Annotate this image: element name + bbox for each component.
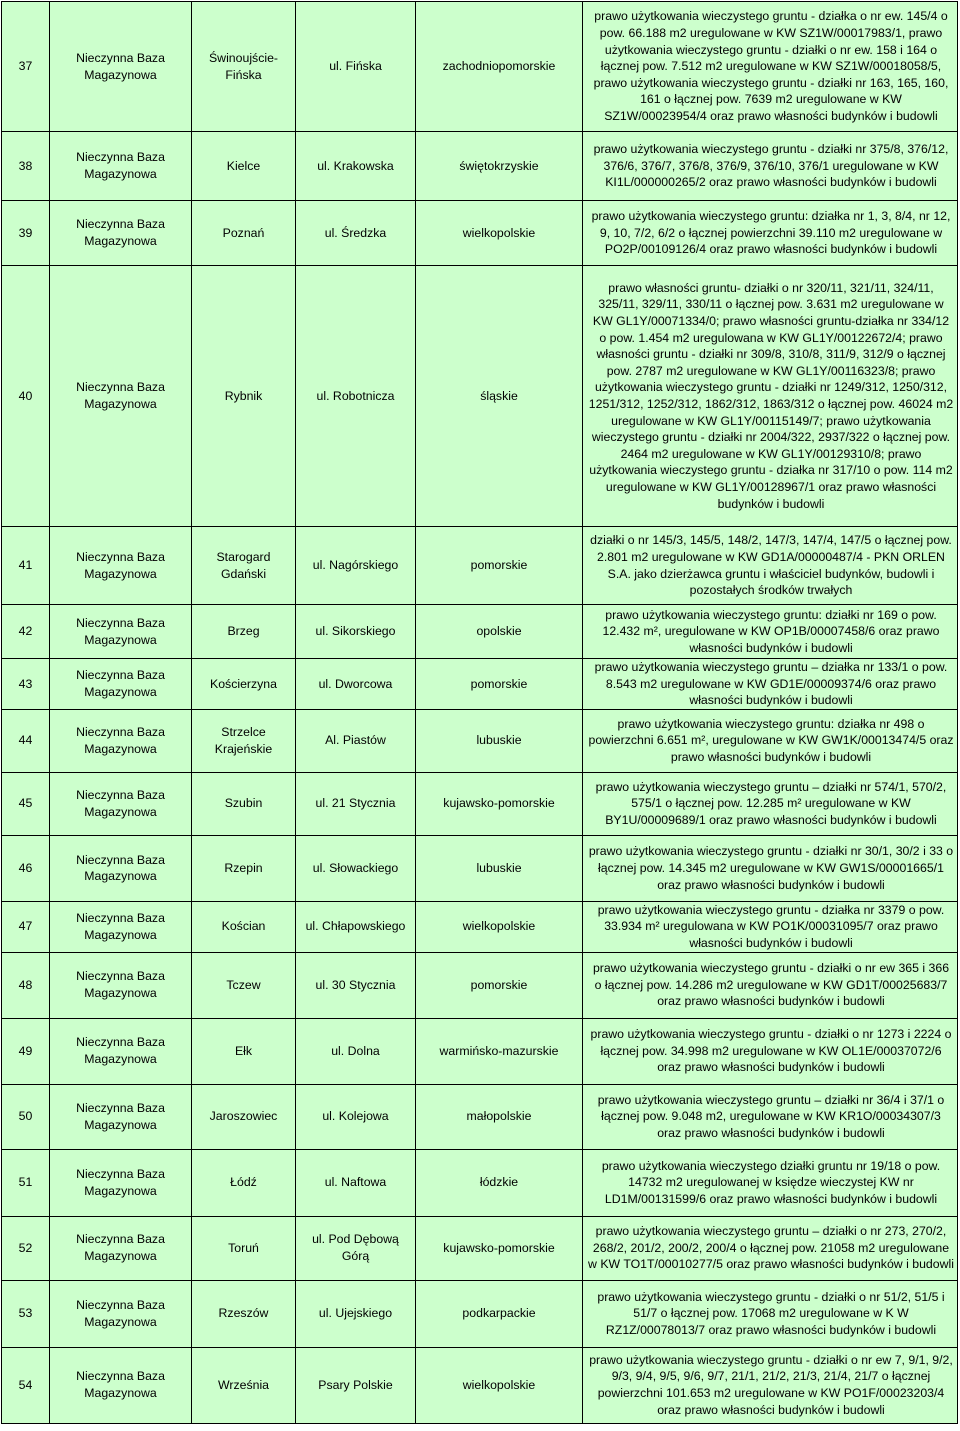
- voivodeship-cell: wielkopolskie: [416, 201, 583, 266]
- property-type-line-1: Nieczynna Baza: [76, 217, 165, 232]
- property-type-line-1: Nieczynna Baza: [76, 1035, 165, 1050]
- property-type-cell: [50, 659, 192, 710]
- row-number-cell: 41: [2, 527, 50, 605]
- property-type-cell: [50, 1216, 192, 1280]
- legal-description-cell: prawo użytkowania wieczystego gruntu - działki o nr ew 365 i 366 o łącznej pow. 14.286 m2 uregulowane w KW GD1T/00025683/7 oraz prawo własności budynków i budowli: [583, 952, 958, 1018]
- property-type-cell: [50, 952, 192, 1018]
- voivodeship-cell: wielkopolskie: [416, 1347, 583, 1423]
- voivodeship-cell: lubuskie: [416, 835, 583, 901]
- property-type-line-2: Magazynowa: [84, 1183, 157, 1198]
- legal-description-cell: prawo użytkowania wieczystego gruntu – działki nr 574/1, 570/2, 575/1 o łącznej pow. 12.285 m² uregulowane w KW BY1U/00009689/1 oraz prawo własności budynków i budowli: [583, 772, 958, 835]
- property-type-cell: [50, 527, 192, 605]
- row-number-cell: 47: [2, 901, 50, 952]
- table-row: [2, 709, 958, 772]
- voivodeship-cell: warmińsko-mazurskie: [416, 1018, 583, 1084]
- table-row: [2, 952, 958, 1018]
- property-type-cell: [50, 835, 192, 901]
- city-cell: Szubin: [192, 772, 296, 835]
- property-type-line-2: Magazynowa: [84, 986, 157, 1001]
- city-cell: Poznań: [192, 201, 296, 266]
- row-number-cell: 49: [2, 1018, 50, 1084]
- city-cell: Jaroszowiec: [192, 1084, 296, 1149]
- voivodeship-cell: pomorskie: [416, 952, 583, 1018]
- voivodeship-cell: małopolskie: [416, 1084, 583, 1149]
- street-cell: ul. Pod Dębową Górą: [296, 1216, 416, 1280]
- property-type-line-2: Magazynowa: [84, 167, 157, 181]
- city-cell: Świnoujście-Fińska: [192, 2, 296, 132]
- property-table: [1, 1, 958, 1424]
- city-cell: Kościan: [192, 901, 296, 952]
- voivodeship-cell: kujawsko-pomorskie: [416, 772, 583, 835]
- street-cell: ul. Krakowska: [296, 132, 416, 201]
- legal-description-cell: prawo użytkowania wieczystego gruntu: działki nr 169 o pow. 12.432 m², uregulowane w KW OP1B/00007458/6 oraz prawo własności budynków i budowli: [583, 605, 958, 659]
- street-cell: ul. Dolna: [296, 1018, 416, 1084]
- row-number-cell: 44: [2, 709, 50, 772]
- row-number-cell: 43: [2, 659, 50, 710]
- street-cell: ul. Ujejskiego: [296, 1280, 416, 1347]
- row-number-cell: 54: [2, 1347, 50, 1423]
- voivodeship-cell: śląskie: [416, 266, 583, 527]
- row-number-cell: 48: [2, 952, 50, 1018]
- street-cell: ul. Kolejowa: [296, 1084, 416, 1149]
- table-row: [2, 1018, 958, 1084]
- row-number-cell: 39: [2, 201, 50, 266]
- city-cell: Września: [192, 1347, 296, 1423]
- voivodeship-cell: pomorskie: [416, 527, 583, 605]
- property-type-cell: [50, 1149, 192, 1216]
- table-row: [2, 659, 958, 710]
- property-type-line-2: Magazynowa: [84, 1314, 157, 1329]
- property-type-line-2: Magazynowa: [84, 741, 157, 756]
- table-row: [2, 1084, 958, 1149]
- property-type-cell: [50, 201, 192, 266]
- voivodeship-cell: zachodniopomorskie: [416, 2, 583, 132]
- street-cell: ul. Średzka: [296, 201, 416, 266]
- property-type-line-1: Nieczynna Baza: [76, 549, 165, 564]
- property-type-line-2: Magazynowa: [84, 632, 157, 647]
- property-type-line-1: Nieczynna Baza: [76, 911, 165, 926]
- property-type-line-2: Magazynowa: [84, 566, 157, 581]
- property-type-cell: [50, 1280, 192, 1347]
- property-type-cell: [50, 266, 192, 527]
- table-row: [2, 1280, 958, 1347]
- legal-description-cell: prawo własności gruntu- działki o nr 320/11, 321/11, 324/11, 325/11, 329/11, 330/11 o łącznej pow. 3.631 m2 uregulowane w KW GL1Y/00071334/0; prawo własności gruntu-działka nr 334/12 o pow. 1.454 m2 uregulowana w KW GL1Y/00122672/4; prawo własności gruntu - działki nr 309/8, 310/8, 311/9, 312/9 o łącznej pow. 2787 m2 uregulowane w KW GL1Y/00116323/8; prawo użytkowania wieczystego gruntu - działki nr 1249/312, 1250/312, 1251/312, 1252/312, 1862/312, 1863/312 o łącznej pow. 46024 m2 uregulowane w KW GL1Y/00115149/7; prawo użytkowania wieczystego gruntu - działki nr 2004/322, 2937/322 o łącznej pow. 2464 m2 uregulowane w KW GL1Y/00129310/8; prawo użytkowania wieczystego gruntu - działka nr 317/10 o pow. 114 m2 uregulowane w KW GL1Y/00128967/1 oraz prawo własności budynków i budowli: [583, 266, 958, 527]
- table-row: [2, 1149, 958, 1216]
- voivodeship-cell: świętokrzyskie: [416, 132, 583, 201]
- legal-description-cell: działki o nr 145/3, 145/5, 148/2, 147/3, 147/4, 147/5 o łącznej pow. 2.801 m2 uregulowane w KW GD1A/00000487/4 - PKN ORLEN S.A. jako dzierżawca gruntu i właściciel budynków, budowli i pozostałych środków trwałych: [583, 527, 958, 605]
- row-number-cell: 45: [2, 772, 50, 835]
- table-row: [2, 266, 958, 527]
- street-cell: ul. Fińska: [296, 2, 416, 132]
- voivodeship-cell: wielkopolskie: [416, 901, 583, 952]
- table-row: [2, 2, 958, 132]
- table-row: [2, 901, 958, 952]
- property-type-line-1: Nieczynna Baza: [76, 1232, 165, 1247]
- city-cell: Kościerzyna: [192, 659, 296, 710]
- street-cell: ul. Sikorskiego: [296, 605, 416, 659]
- property-type-line-1: Nieczynna Baza: [76, 668, 165, 683]
- city-cell: Kielce: [192, 132, 296, 201]
- street-cell: ul. Robotnicza: [296, 266, 416, 527]
- legal-description-cell: prawo użytkowania wieczystego gruntu - działki o nr 51/2, 51/5 i 51/7 o łącznej pow. 17068 m2 uregulowane w K W RZ1Z/00078013/7 oraz prawo własności budynków i budowli: [583, 1280, 958, 1347]
- table-row: [2, 527, 958, 605]
- property-type-line-1: Nieczynna Baza: [76, 725, 165, 740]
- street-cell: ul. Naftowa: [296, 1149, 416, 1216]
- property-type-line-2: Magazynowa: [84, 927, 157, 942]
- table-row: [2, 605, 958, 659]
- property-type-cell: [50, 772, 192, 835]
- property-type-cell: [50, 605, 192, 659]
- row-number-cell: 37: [2, 2, 50, 132]
- property-type-line-2: Magazynowa: [84, 1249, 157, 1264]
- legal-description-cell: prawo użytkowania wieczystego gruntu – działki o nr 273, 270/2, 268/2, 201/2, 200/2, 200/4 o łącznej pow. 21058 m2 uregulowane w KW TO1T/00010277/5 oraz prawo własności budynków i budowli: [583, 1216, 958, 1280]
- row-number-cell: 53: [2, 1280, 50, 1347]
- city-cell: Rybnik: [192, 266, 296, 527]
- legal-description-cell: prawo użytkowania wieczystego gruntu - działki o nr 1273 i 2224 o łącznej pow. 34.998 m2 uregulowane w KW OL1E/00037072/6 oraz prawo własności budynków i budowli: [583, 1018, 958, 1084]
- voivodeship-cell: opolskie: [416, 605, 583, 659]
- voivodeship-cell: pomorskie: [416, 659, 583, 710]
- city-cell: Brzeg: [192, 605, 296, 659]
- table-row: [2, 772, 958, 835]
- city-cell: Toruń: [192, 1216, 296, 1280]
- property-type-cell: [50, 1084, 192, 1149]
- legal-description-cell: prawo użytkowania wieczystego gruntu – działka nr 133/1 o pow. 8.543 m2 uregulowane w KW GD1E/00009374/6 oraz prawo własności budynków i budowli: [583, 659, 958, 710]
- legal-description-cell: prawo użytkowania wieczystego działki gruntu nr 19/18 o pow. 14732 m2 uregulowanej w księdze wieczystej KW nr LD1M/00131599/6 oraz prawo własności budynków i budowli: [583, 1149, 958, 1216]
- street-cell: Al. Piastów: [296, 709, 416, 772]
- property-type-line-2: Magazynowa: [84, 234, 157, 248]
- property-type-cell: [50, 1018, 192, 1084]
- voivodeship-cell: lubuskie: [416, 709, 583, 772]
- property-type-line-2: Magazynowa: [84, 804, 157, 819]
- property-type-line-1: Nieczynna Baza: [76, 852, 165, 867]
- street-cell: ul. Dworcowa: [296, 659, 416, 710]
- property-type-line-1: Nieczynna Baza: [76, 788, 165, 803]
- legal-description-cell: prawo użytkowania wieczystego gruntu - działki nr 375/8, 376/12, 376/6, 376/7, 376/8, 376/9, 376/10, 376/1 uregulowane w KW KI1L/000000265/2 oraz prawo własności budynków i budowli: [583, 132, 958, 201]
- row-number-cell: 50: [2, 1084, 50, 1149]
- property-type-line-1: Nieczynna Baza: [76, 615, 165, 630]
- property-type-line-2: Magazynowa: [84, 67, 157, 82]
- row-number-cell: 40: [2, 266, 50, 527]
- voivodeship-cell: kujawsko-pomorskie: [416, 1216, 583, 1280]
- voivodeship-cell: podkarpackie: [416, 1280, 583, 1347]
- property-type-line-1: Nieczynna Baza: [76, 1297, 165, 1312]
- property-type-line-2: Magazynowa: [84, 869, 157, 884]
- legal-description-cell: prawo użytkowania wieczystego gruntu - działka nr 3379 o pow. 33.934 m² uregulowana w KW PO1K/00031095/7 oraz prawo własności budynków i budowli: [583, 901, 958, 952]
- street-cell: ul. Chłapowskiego: [296, 901, 416, 952]
- property-type-line-2: Magazynowa: [84, 1386, 157, 1401]
- street-cell: ul. 30 Stycznia: [296, 952, 416, 1018]
- property-type-line-1: Nieczynna Baza: [76, 380, 165, 395]
- property-type-line-1: Nieczynna Baza: [76, 1100, 165, 1115]
- property-type-cell: [50, 709, 192, 772]
- street-cell: ul. 21 Stycznia: [296, 772, 416, 835]
- city-cell: Tczew: [192, 952, 296, 1018]
- city-cell: Ełk: [192, 1018, 296, 1084]
- property-type-cell: [50, 1347, 192, 1423]
- row-number-cell: 52: [2, 1216, 50, 1280]
- property-type-line-1: Nieczynna Baza: [76, 1166, 165, 1181]
- legal-description-cell: prawo użytkowania wieczystego gruntu – działki nr 36/4 i 37/1 o łącznej pow. 9.048 m2, uregulowane w KW KR1O/00034307/3 oraz prawo własności budynków i budowli: [583, 1084, 958, 1149]
- legal-description-cell: prawo użytkowania wieczystego gruntu: działka nr 1, 3, 8/4, nr 12, 9, 10, 7/2, 6/2 o łącznej powierzchni 39.110 m2 uregulowane w PO2P/00109126/4 oraz prawo własności budynków i budowli: [583, 201, 958, 266]
- property-type-cell: [50, 901, 192, 952]
- property-type-line-2: Magazynowa: [84, 1052, 157, 1067]
- legal-description-cell: prawo użytkowania wieczystego gruntu: działka nr 498 o powierzchni 6.651 m², uregulowane w KW GW1K/00013474/5 oraz prawo własności budynków i budowli: [583, 709, 958, 772]
- city-cell: Starogard Gdański: [192, 527, 296, 605]
- row-number-cell: 42: [2, 605, 50, 659]
- voivodeship-cell: łódzkie: [416, 1149, 583, 1216]
- property-type-line-2: Magazynowa: [84, 397, 157, 411]
- row-number-cell: 46: [2, 835, 50, 901]
- legal-description-cell: prawo użytkowania wieczystego gruntu - działka o nr ew. 145/4 o pow. 66.188 m2 uregulowane w KW SZ1W/00017983/1, prawo użytkowania wieczystego gruntu - działki o nr ew. 158 i 164 o łącznej pow. 7.512 m2 uregulowane w KW SZ1W/00018058/5, prawo użytkowania wieczystego gruntu - działki nr 163, 165, 160, 161 o łącznej pow. 7639 m2 uregulowane w KW SZ1W/00023954/4 oraz prawo własności budynków i budowli: [583, 2, 958, 132]
- table-row: [2, 132, 958, 201]
- street-cell: Psary Polskie: [296, 1347, 416, 1423]
- city-cell: Strzelce Krajeńskie: [192, 709, 296, 772]
- property-type-cell: [50, 2, 192, 132]
- city-cell: Rzeszów: [192, 1280, 296, 1347]
- street-cell: ul. Nagórskiego: [296, 527, 416, 605]
- property-type-line-2: Magazynowa: [84, 1117, 157, 1132]
- legal-description-cell: prawo użytkowania wieczystego gruntu - działki nr 30/1, 30/2 i 33 o łącznej pow. 14.345 m2 uregulowane w KW GW1S/00001665/1 oraz prawo własności budynków i budowli: [583, 835, 958, 901]
- table-row: [2, 1347, 958, 1423]
- row-number-cell: 38: [2, 132, 50, 201]
- property-type-line-2: Magazynowa: [84, 684, 157, 699]
- property-type-line-1: Nieczynna Baza: [76, 150, 165, 165]
- legal-description-cell: prawo użytkowania wieczystego gruntu - działki o nr ew 7, 9/1, 9/2, 9/3, 9/4, 9/5, 9/6, 9/7, 21/1, 21/2, 21/3, 21/4, 21/7 o łącznej powierzchni 101.653 m2 uregulowane w KW PO1F/00023203/4 oraz prawo własności budynków i budowli: [583, 1347, 958, 1423]
- property-type-line-1: Nieczynna Baza: [76, 969, 165, 984]
- city-cell: Łódź: [192, 1149, 296, 1216]
- row-number-cell: 51: [2, 1149, 50, 1216]
- table-row: [2, 201, 958, 266]
- property-type-cell: [50, 132, 192, 201]
- table-row: [2, 835, 958, 901]
- street-cell: ul. Słowackiego: [296, 835, 416, 901]
- property-type-line-1: Nieczynna Baza: [76, 50, 165, 65]
- property-type-line-1: Nieczynna Baza: [76, 1369, 165, 1384]
- city-cell: Rzepin: [192, 835, 296, 901]
- property-table-body: [2, 2, 958, 1424]
- table-row: [2, 1216, 958, 1280]
